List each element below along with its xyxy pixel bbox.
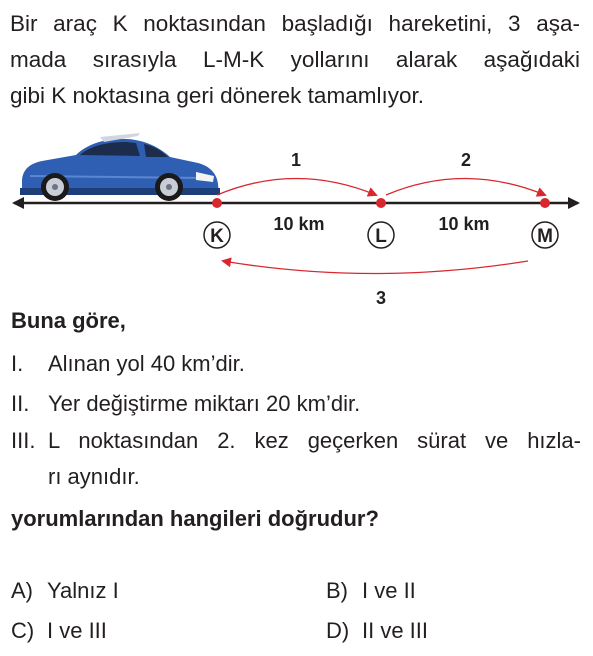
option-d-text: II ve III: [362, 618, 429, 643]
intro-line-3: gibi K noktasına geri dönerek tamamlıyor.: [10, 83, 424, 108]
option-b-key: B): [326, 578, 348, 603]
distance-kl: 10 km: [273, 214, 325, 234]
point-m-label: M: [537, 226, 553, 247]
point-l: [368, 222, 394, 248]
option-a[interactable]: [11, 578, 119, 604]
point-k-dot: [212, 198, 222, 208]
question-intro: [10, 6, 580, 114]
distance-lm: 10 km: [438, 214, 490, 234]
option-b-text: I ve II: [362, 578, 416, 603]
point-m: [532, 222, 558, 248]
leg-2-label: 2: [460, 150, 472, 170]
statement-2: [11, 386, 581, 422]
intro-line-2: mada sırasıyla L-M-K yollarını alarak aşağıdaki: [10, 47, 580, 72]
option-b[interactable]: [326, 578, 416, 604]
statement-2-number: II.: [11, 391, 30, 416]
leg-3-arrow: [223, 261, 528, 274]
option-c[interactable]: [11, 618, 107, 644]
statement-1-number: I.: [11, 351, 24, 376]
option-c-key: C): [11, 618, 35, 643]
leg-1-arrow: [217, 179, 376, 196]
point-k-label: K: [210, 226, 224, 247]
statement-1: [11, 346, 581, 382]
statement-3-number: III.: [11, 428, 36, 453]
statement-3-text: L noktasından 2. kez geçerken sürat ve hızla-: [48, 428, 581, 453]
leg-2-arrow: [386, 179, 545, 196]
statement-3-continuation: rı aynıdır.: [48, 464, 140, 489]
statement-3: [11, 423, 581, 495]
point-m-dot: [540, 198, 550, 208]
point-k: [204, 222, 230, 248]
intro-line-1: Bir araç K noktasından başladığı hareketini, 3 aşa-: [10, 11, 580, 36]
leg-1-label: 1: [290, 150, 302, 170]
point-l-dot: [376, 198, 386, 208]
option-c-text: I ve III: [47, 618, 107, 643]
point-l-label: L: [375, 226, 387, 247]
question-prompt: yorumlarından hangileri doğrudur?: [11, 506, 379, 531]
option-a-key: A): [11, 578, 33, 603]
statement-1-text: Alınan yol 40 km’dir.: [48, 351, 245, 376]
car-icon: [20, 133, 220, 201]
lead-text: Buna göre,: [11, 308, 126, 333]
option-a-text: Yalnız I: [47, 578, 119, 603]
motion-diagram: [0, 126, 593, 311]
option-d[interactable]: [326, 618, 428, 644]
leg-3-label: 3: [375, 288, 387, 308]
statement-2-text: Yer değiştirme miktarı 20 km’dir.: [48, 391, 361, 416]
option-d-key: D): [326, 618, 350, 643]
